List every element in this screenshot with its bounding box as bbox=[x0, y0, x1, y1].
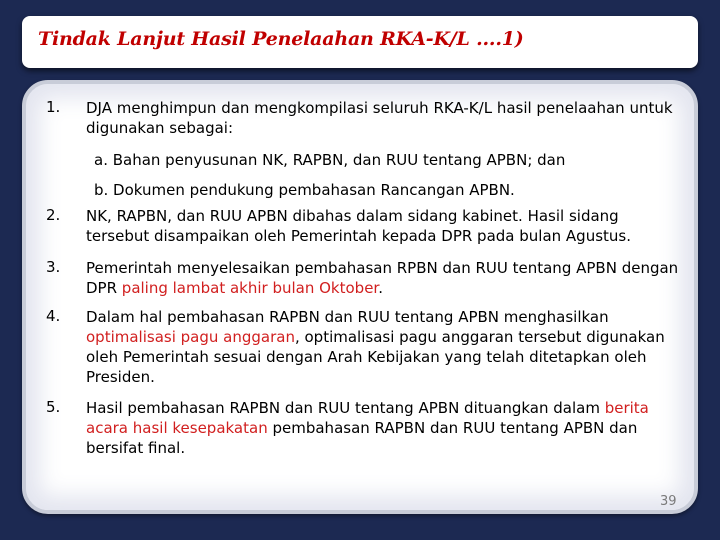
item-5-text bbox=[86, 398, 686, 458]
item-1-text: DJA menghimpun dan mengkompilasi seluruh RKA-K/L hasil penelaahan untuk digunakan sebagai: bbox=[86, 99, 673, 137]
item-5-highlight: berita acara hasil kesepakatan bbox=[86, 399, 649, 437]
item-4-text-after: , optimalisasi pagu anggaran tersebut digunakan oleh Pemerintah sesuai dengan Arah Kebijakan yang telah ditetapkan oleh Presiden. bbox=[86, 328, 665, 386]
item-1-subitem-a: a. Bahan penyusunan NK, RAPBN, dan RUU tentang APBN; dan bbox=[94, 151, 566, 169]
slide-title: Tindak Lanjut Hasil Penelaahan RKA-K/L ....1) bbox=[38, 28, 524, 50]
item-1-number: 1. bbox=[46, 98, 61, 116]
item-5-number: 5. bbox=[46, 398, 61, 416]
page-number: 39 bbox=[660, 494, 677, 509]
item-3-number: 3. bbox=[46, 258, 61, 276]
item-1-subitem-b: b. Dokumen pendukung pembahasan Rancangan APBN. bbox=[94, 181, 515, 199]
item-3-text-after: . bbox=[378, 279, 383, 297]
item-3-text bbox=[86, 258, 686, 298]
item-3-text-before: Pemerintah menyelesaikan pembahasan RPBN dan RUU tentang APBN dengan DPR bbox=[86, 259, 679, 297]
item-2-text: NK, RAPBN, dan RUU APBN dibahas dalam sidang kabinet. Hasil sidang tersebut disampaikan oleh Pemerintah kepada DPR pada bulan Agustus. bbox=[86, 207, 631, 245]
item-4-number: 4. bbox=[46, 307, 61, 325]
item-4-text-before: Dalam hal pembahasan RAPBN dan RUU tentang APBN menghasilkan bbox=[86, 308, 609, 326]
item-2-number: 2. bbox=[46, 206, 61, 224]
item-3-highlight: paling lambat akhir bulan Oktober bbox=[121, 279, 379, 297]
item-5-text-before: Hasil pembahasan RAPBN dan RUU tentang APBN dituangkan dalam bbox=[86, 399, 605, 417]
item-5-text-after: pembahasan RAPBN dan RUU tentang APBN dan bersifat final. bbox=[86, 419, 638, 457]
item-4-highlight: optimalisasi pagu anggaran bbox=[86, 328, 295, 346]
title-bar bbox=[22, 16, 698, 68]
item-4-text bbox=[86, 307, 686, 387]
